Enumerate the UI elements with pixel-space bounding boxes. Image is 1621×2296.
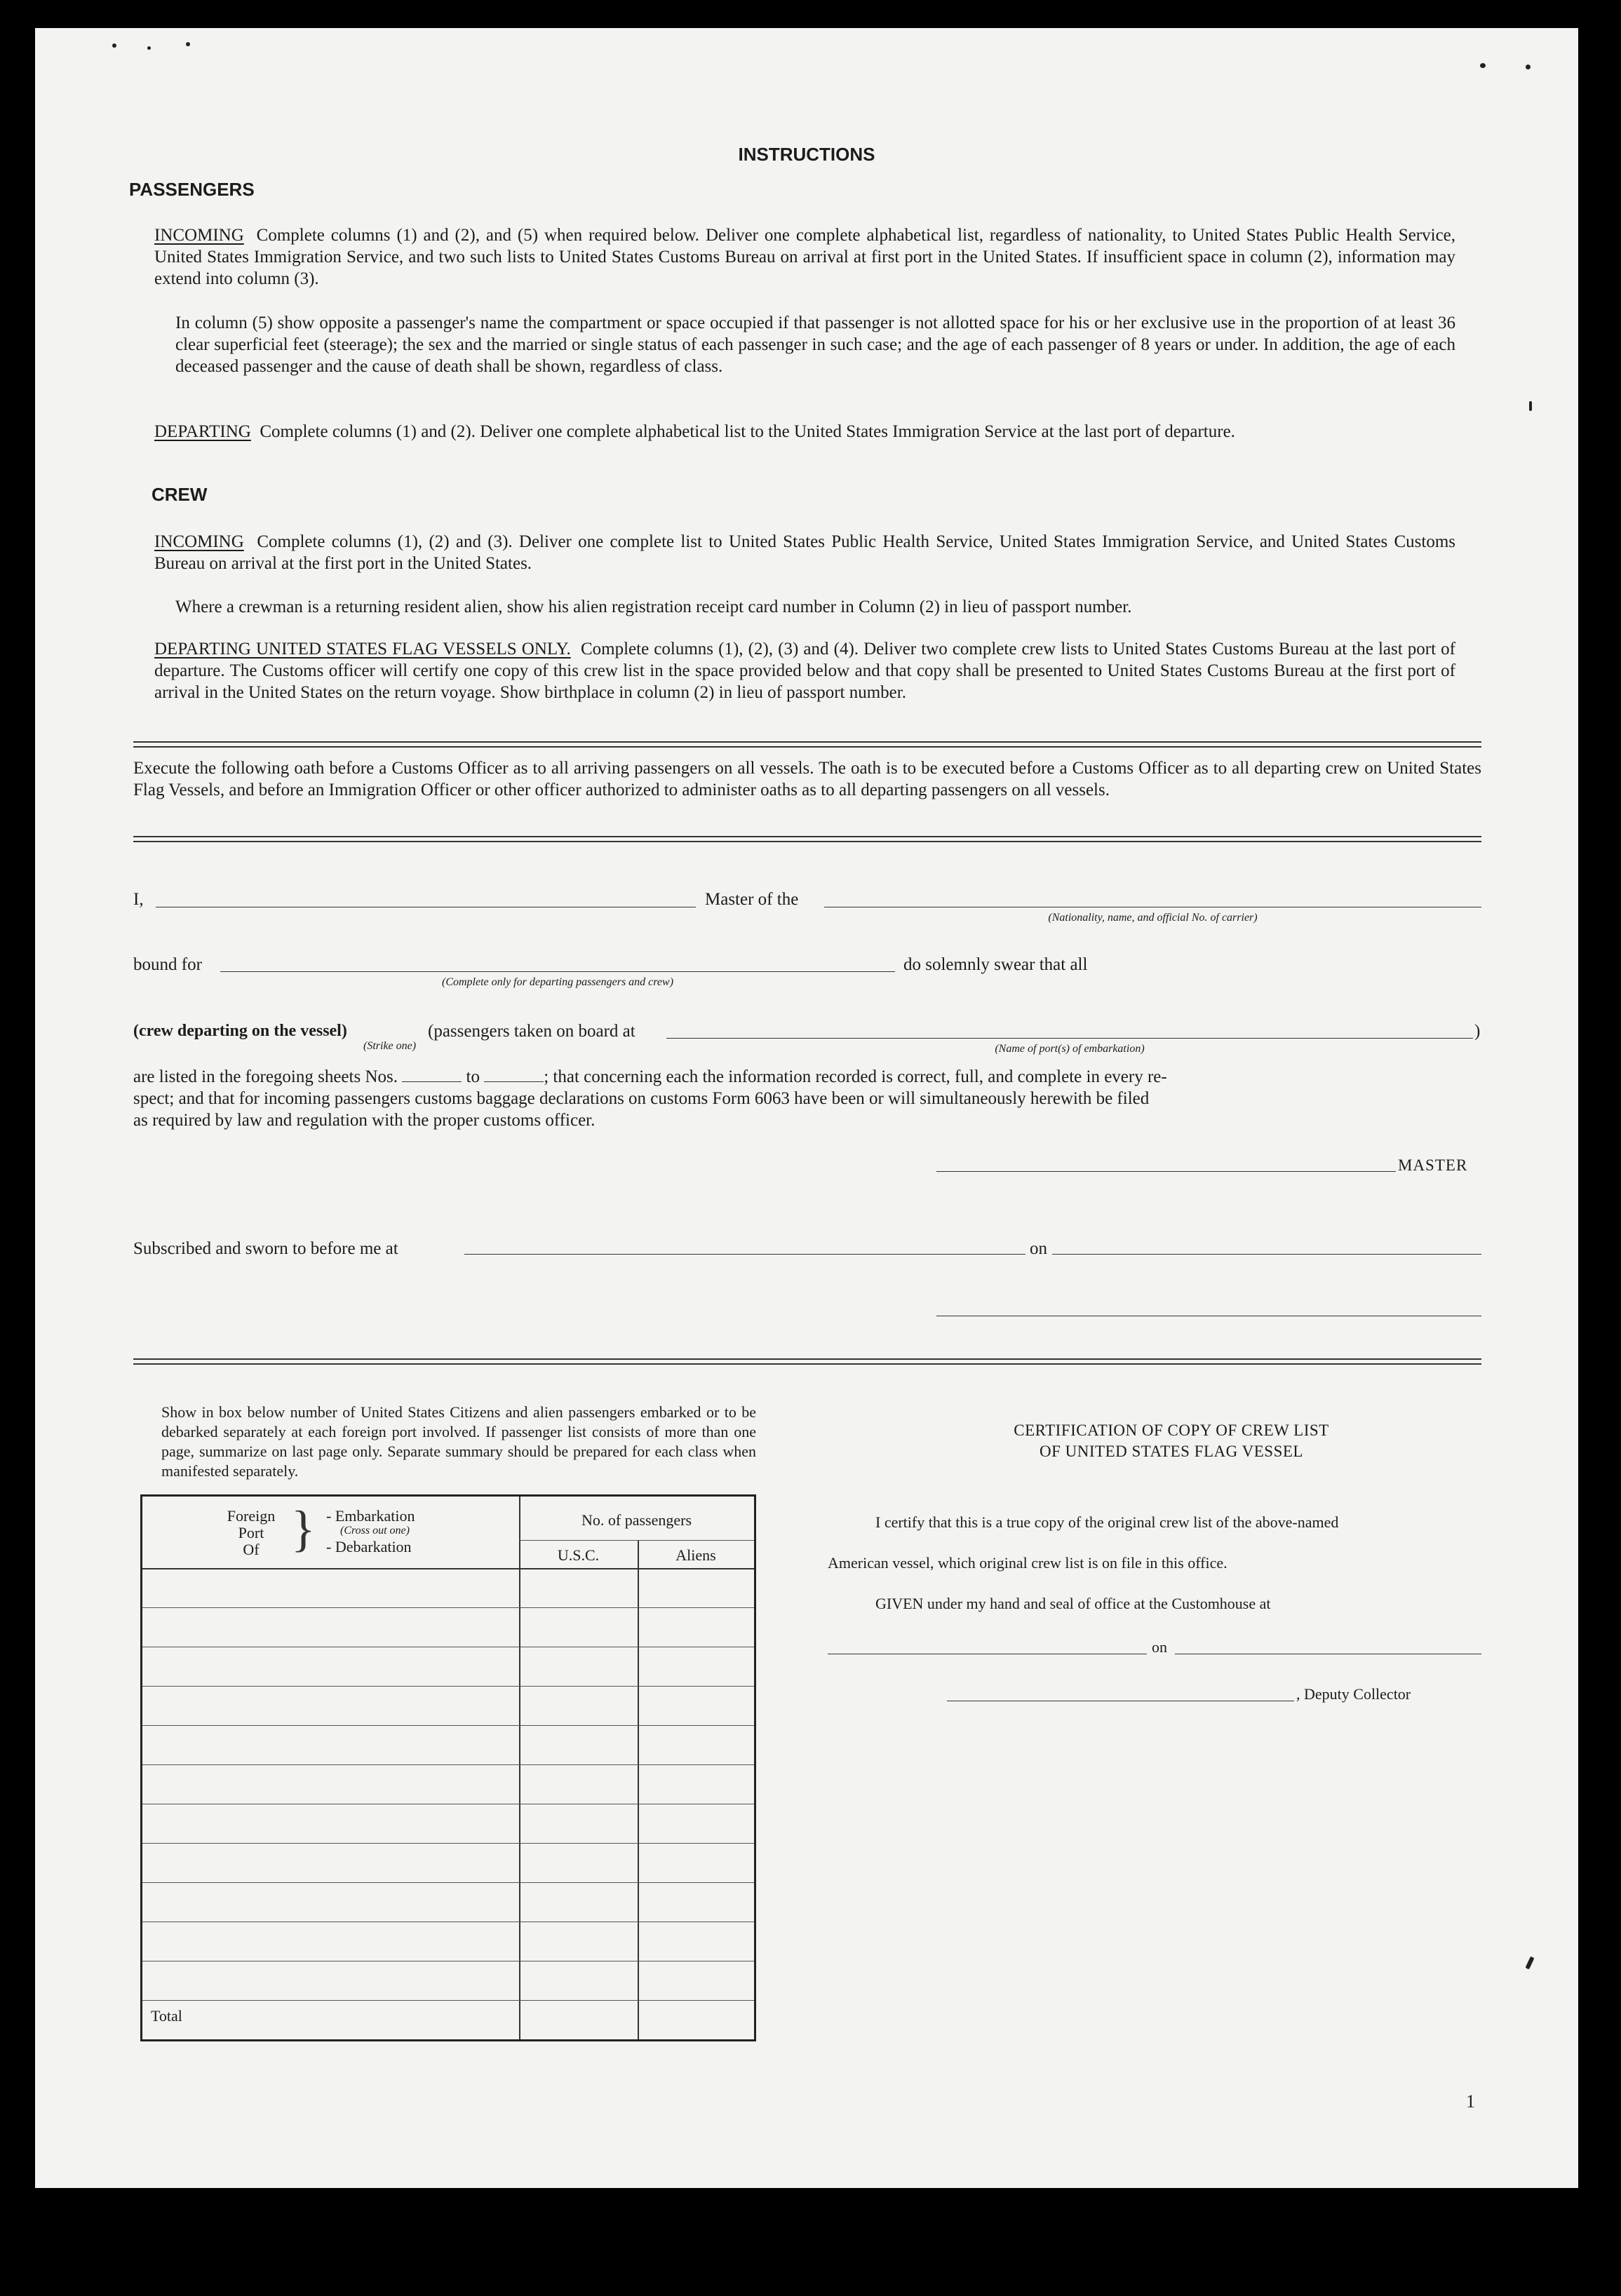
bound-for-label: bound for [133, 955, 202, 974]
passenger-summary-table [140, 1494, 756, 2041]
header-usc: U.S.C. [557, 1546, 600, 1564]
strike-one-caption: (Strike one) [363, 1040, 417, 1052]
passengers-column5-paragraph: In column (5) show opposite a passenger's name the compartment or space occupied if that passenger is not allotted space for his or her exclusive use in the proportion of at least 36 clear superficial feet (steerage); the sex and the married or single status of each passenger in such case; and the age of each passenger of 8 years or under. In addition, the age of each deceased passenger and the cause of death shall be shown, regardless of class. [175, 313, 1455, 376]
passengers-taken-option[interactable]: (passengers taken on board at [428, 1022, 635, 1041]
table-row-line [142, 2000, 754, 2001]
scan-speck [112, 43, 116, 48]
oath-instruction: Execute the following oath before a Customs Officer as to all arriving passengers on all vessels. The oath is to be executed before a Customs Officer as to all departing crew on United States Flag Vessels, and before an Immigration Officer or other officer authorized to administer oaths as to all departing passengers on all vessels. [133, 759, 1481, 799]
certify-line-1: I certify that this is a true copy of the original crew list of the above-named [875, 1513, 1339, 1531]
table-row-line [142, 1607, 754, 1608]
subscribed-date-field[interactable] [1052, 1254, 1481, 1255]
table-total-label: Total [151, 2007, 182, 2025]
carrier-caption: (Nationality, name, and official No. of carrier) [1048, 912, 1258, 924]
listed-to-word: to [466, 1067, 480, 1086]
master-label: MASTER [1398, 1156, 1468, 1174]
header-foreign: Foreign [227, 1507, 276, 1525]
passengers-departing-label: DEPARTING [154, 422, 251, 441]
crew-heading: CREW [152, 484, 208, 505]
bound-for-field[interactable] [220, 971, 895, 972]
passengers-heading: PASSENGERS [129, 179, 255, 200]
table-header-divider [142, 1568, 754, 1569]
header-no-of-passengers: No. of passengers [581, 1511, 692, 1529]
sheet-to-field[interactable] [484, 1081, 544, 1082]
table-row-line [142, 1843, 754, 1844]
passengers-incoming-text: Complete columns (1) and (2), and (5) when required below. Deliver one complete alphabetical list, regardless of nationality, to United States Public Health Service, United States Immigration Service, and two such lists to United States Customs Bureau on arrival at first port in the United States. If insufficient space in column (2), information may extend into column (3). [154, 226, 1456, 288]
scan-speck [186, 42, 190, 46]
deputy-collector-label: , Deputy Collector [1296, 1685, 1411, 1703]
passengers-departing-text: Complete columns (1) and (2). Deliver one complete alphabetical list to the United States Immigration Service at the last port of departure. [260, 422, 1235, 441]
given-line: GIVEN under my hand and seal of office at the Customhouse at [875, 1595, 1271, 1612]
section-divider [133, 1358, 1481, 1365]
header-aliens: Aliens [675, 1546, 716, 1564]
crew-incoming-label: INCOMING [154, 532, 244, 551]
brace-icon: } [291, 1501, 316, 1557]
subscribed-place-field[interactable] [464, 1254, 1025, 1255]
crew-departing-label: DEPARTING UNITED STATES FLAG VESSELS ONLY. [154, 640, 571, 659]
swear-text: do solemnly swear that all [903, 955, 1088, 974]
certification-title [856, 1420, 1487, 1462]
scan-speck [1480, 63, 1486, 68]
header-port: Port [238, 1524, 264, 1541]
header-of: Of [243, 1541, 260, 1558]
summary-instruction: Show in box below number of United States Citizens and alien passengers embarked or to be debarked separately at each foreign port involved. If passenger list consists of more than one page, summarize on last page only. Separate summary should be prepared for each class when manifested separately. [161, 1403, 756, 1480]
crew-departing-paragraph [154, 638, 1455, 703]
header-cross-out: (Cross out one) [340, 1525, 410, 1537]
master-signature-field[interactable] [936, 1171, 1396, 1172]
sheet-from-field[interactable] [402, 1081, 462, 1082]
section-divider [133, 741, 1481, 748]
crew-incoming-text: Complete columns (1), (2) and (3). Deliver one complete list to United States Public Health Service, United States Immigration Service, and United States Customs Bureau on arrival at the first port in the United States. [154, 532, 1456, 573]
listed-line-2: spect; and that for incoming passengers customs baggage declarations on customs Form 6063 have been or will simultaneously herewith be filed [133, 1089, 1150, 1108]
certification-title-line1: CERTIFICATION OF COPY OF CREW LIST [1014, 1422, 1329, 1439]
scan-speck [147, 46, 151, 50]
header-debarkation[interactable]: - Debarkation [326, 1538, 412, 1555]
crew-resident-alien-paragraph: Where a crewman is a returning resident alien, show his alien registration receipt card number in Column (2) in lieu of passport number. [175, 597, 1132, 616]
oath-i-label: I, [133, 890, 144, 909]
form-page [35, 28, 1578, 2188]
section-divider [133, 836, 1481, 842]
close-paren: ) [1474, 1022, 1481, 1041]
scan-speck [1529, 401, 1532, 411]
listed-prefix: are listed in the foregoing sheets Nos. [133, 1067, 398, 1086]
bound-for-caption: (Complete only for departing passengers and crew) [441, 976, 674, 988]
embarkation-ports-field[interactable] [666, 1038, 1473, 1039]
header-foreign-port-of [213, 1508, 290, 1558]
passengers-incoming-label: INCOMING [154, 226, 244, 245]
scan-speck [1526, 65, 1531, 69]
certification-title-line2: OF UNITED STATES FLAG VESSEL [1040, 1443, 1303, 1460]
header-embarkation[interactable]: - Embarkation [326, 1507, 415, 1525]
table-col-divider [638, 1540, 639, 2039]
table-row-line [142, 1725, 754, 1726]
master-of-the-label: Master of the [705, 890, 799, 909]
table-header-divider [519, 1540, 754, 1541]
passengers-incoming-paragraph [154, 224, 1455, 290]
crew-departing-text: Complete columns (1), (2), (3) and (4). Deliver two complete crew lists to United States Customs Bureau at the last port of departure. The Customs officer will certify one copy of this crew list in the space provided below and that copy shall be presented to United States Customs Bureau at the first port of arrival in the United States on the return voyage. Show birthplace in column (2) in lieu of passport number. [154, 640, 1455, 702]
table-col-divider [519, 1497, 520, 2039]
listed-line-1 [133, 1066, 1484, 1088]
table-row-line [142, 1882, 754, 1883]
page-number: 1 [1466, 2091, 1475, 2112]
subscribed-on-word: on [1030, 1239, 1047, 1258]
certification-on-word: on [1152, 1638, 1167, 1656]
certify-line-2: American vessel, which original crew list is on file in this office. [828, 1554, 1227, 1572]
subscribed-label: Subscribed and sworn to before me at [133, 1239, 398, 1258]
scan-speck [1525, 1957, 1534, 1970]
passengers-departing-paragraph [154, 421, 1455, 443]
listed-line1-rest: ; that concerning each the information recorded is correct, full, and complete in every re- [544, 1067, 1167, 1086]
table-row-line [142, 1764, 754, 1765]
page-title: INSTRUCTIONS [738, 144, 875, 165]
crew-departing-option[interactable]: (crew departing on the vessel) [133, 1022, 347, 1040]
crew-incoming-paragraph [154, 531, 1455, 574]
listed-line-3: as required by law and regulation with the proper customs officer. [133, 1111, 596, 1130]
table-row-line [142, 1686, 754, 1687]
ports-caption: (Name of port(s) of embarkation) [995, 1043, 1145, 1055]
